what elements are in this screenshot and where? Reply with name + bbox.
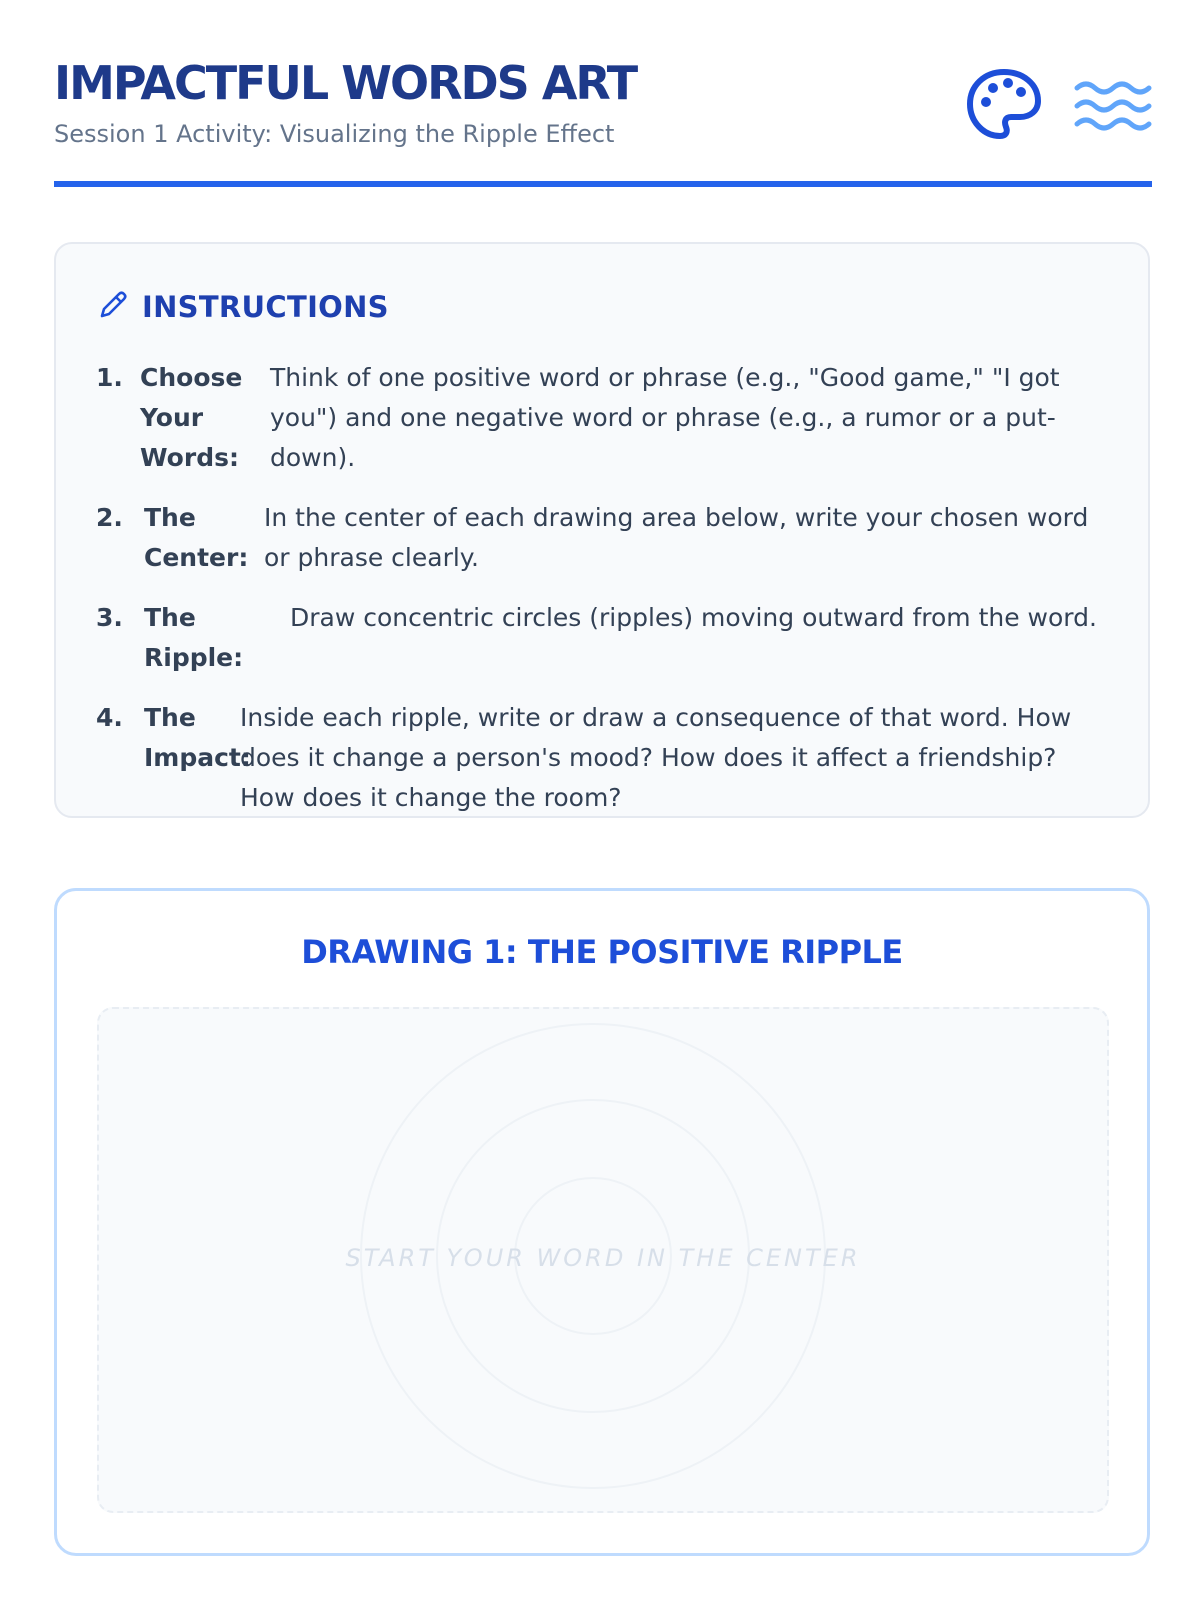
step-text: Think of one positive word or phrase (e.g., "Good game," "I got you") and one negative word or phrase (e.g., a rumor or a put-down).	[270, 363, 1060, 472]
palette-icon	[964, 66, 1044, 150]
header-icons	[964, 66, 1152, 150]
page-title: IMPACTFUL WORDS ART	[54, 56, 637, 110]
instructions-heading	[96, 288, 389, 326]
instructions-panel	[54, 242, 1150, 818]
pencil-icon	[96, 288, 130, 326]
page-subtitle: Session 1 Activity: Visualizing the Ripple Effect	[54, 120, 615, 148]
worksheet-page	[54, 0, 1152, 1272]
step-text: Draw concentric circles (ripples) moving outward from the word.	[290, 603, 1097, 632]
drawing-area[interactable]	[97, 1007, 1109, 1513]
step-number: 4.	[96, 703, 123, 732]
instruction-step	[96, 598, 1116, 678]
instructions-title: INSTRUCTIONS	[142, 290, 389, 324]
page-header	[54, 0, 1152, 190]
instruction-step	[96, 498, 1116, 578]
drawing-title: DRAWING 1: THE POSITIVE RIPPLE	[301, 933, 903, 971]
step-label: The Ripple:	[144, 603, 244, 672]
step-label: Choose Your Words:	[140, 363, 243, 472]
step-number: 1.	[96, 363, 123, 392]
instruction-step	[96, 698, 1116, 818]
header-divider	[54, 181, 1152, 187]
instruction-step	[96, 358, 1116, 478]
step-label: The Impact:	[144, 703, 251, 772]
step-number: 3.	[96, 603, 123, 632]
step-text: In the center of each drawing area below, write your chosen word or phrase clearly.	[264, 503, 1089, 572]
step-text: Inside each ripple, write or draw a consequence of that word. How does it change a person's mood? How does it affect a friendship? How does it change the room?	[240, 703, 1072, 812]
instructions-list	[96, 358, 1116, 838]
step-number: 2.	[96, 503, 123, 532]
drawing-placeholder: START YOUR WORD IN THE CENTER	[345, 1244, 861, 1272]
waves-icon	[1074, 74, 1152, 142]
step-label: The Center:	[144, 503, 249, 572]
drawing-card	[54, 888, 1150, 1556]
